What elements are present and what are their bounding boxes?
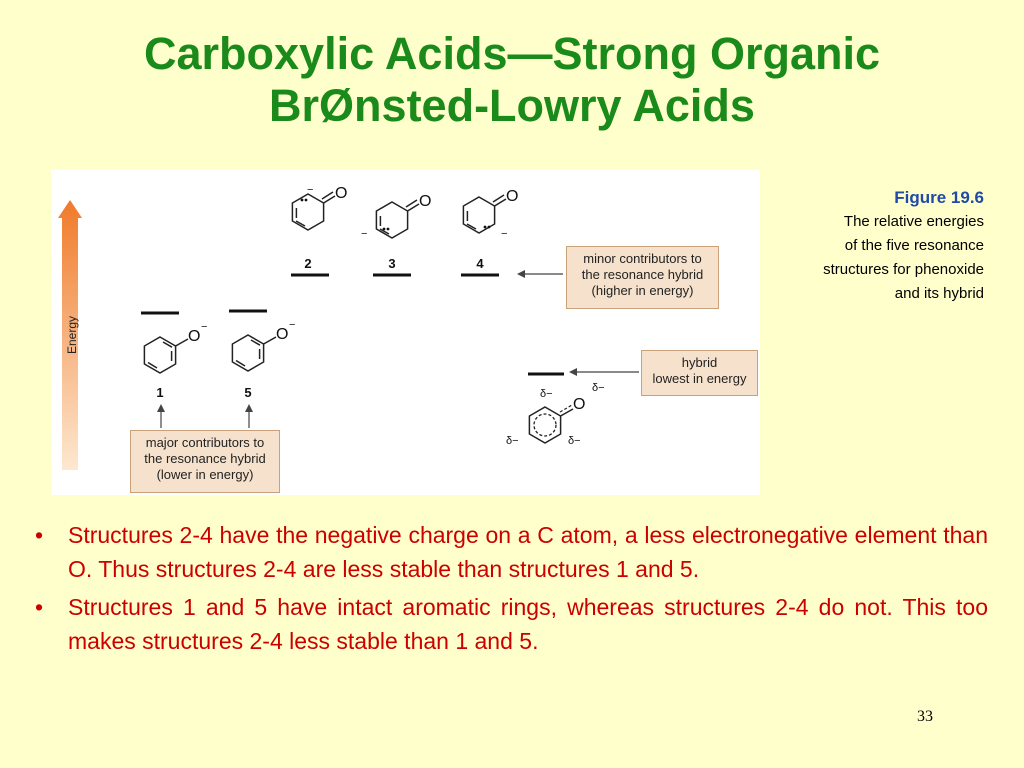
minor-contributors-box — [566, 246, 719, 309]
structure-number-2: 2 — [304, 256, 312, 271]
caption-line-1: The relative energies — [843, 213, 984, 230]
oxygen-label-4: O — [506, 188, 519, 205]
figure-caption — [744, 186, 984, 306]
structure-number-4: 4 — [476, 256, 484, 271]
structure-number-1: 1 — [156, 385, 164, 400]
structure-hybrid — [529, 405, 573, 443]
bullet-marker: • — [35, 594, 44, 620]
slide-title — [0, 28, 1024, 132]
bullet-text-1: Structures 2-4 have the negative charge on a C atom, a less electronegative element than O. Thus structures 2-4 are less stable than structures 1 and 5. — [68, 522, 988, 582]
major-box-line-3: (lower in energy) — [156, 467, 254, 482]
caption-line-2: of the five resonance — [844, 237, 984, 254]
bullet-text-2: Structures 1 and 5 have intact aromatic rings, whereas structures 2-4 do not. This too makes structures 2-4 less stable than 1 and 5. — [68, 594, 988, 654]
partial-charge-o: δ− — [592, 382, 605, 394]
structure-5 — [232, 335, 276, 371]
oxygen-label-5: O — [276, 326, 289, 343]
caption-line-3: structures for phenoxide — [823, 261, 984, 278]
partial-charge-right: δ− — [568, 435, 581, 447]
charge-label-2: − — [307, 184, 314, 196]
oxygen-label-3: O — [419, 193, 432, 210]
partial-charge-top: δ− — [540, 388, 553, 400]
charge-label-1: − — [201, 321, 208, 333]
hybrid-box-line-2: lowest in energy — [652, 371, 747, 386]
minor-box-line-1: minor contributors to — [583, 251, 702, 266]
page-number: 33 — [917, 708, 933, 725]
structure-4 — [463, 195, 506, 233]
partial-charge-left: δ− — [506, 435, 519, 447]
oxygen-label-1: O — [188, 328, 201, 345]
hybrid-pointer-arrow — [569, 368, 639, 376]
major-box-line-2: the resonance hybrid — [144, 451, 266, 466]
structure-3 — [376, 200, 419, 238]
energy-axis-label: Energy — [65, 315, 79, 355]
oxygen-label-2: O — [335, 185, 348, 202]
caption-line-4: and its hybrid — [894, 285, 984, 302]
minor-pointer-arrow — [517, 270, 563, 278]
minor-box-line-3: (higher in energy) — [591, 283, 694, 298]
slide-title-line-1: Carboxylic Acids—Strong Organic — [144, 28, 880, 79]
structure-number-3: 3 — [388, 256, 396, 271]
bullet-item-2 — [35, 590, 988, 658]
structure-2 — [292, 192, 335, 230]
figure-label: Figure 19.6 — [894, 188, 984, 207]
major-contributors-box — [130, 430, 280, 493]
bullet-marker: • — [35, 522, 44, 548]
charge-label-4: − — [501, 228, 508, 240]
major-box-line-1: major contributors to — [145, 435, 265, 450]
minor-box-line-2: the resonance hybrid — [581, 267, 704, 282]
structure-number-5: 5 — [244, 385, 252, 400]
major-pointer-arrows — [157, 404, 253, 428]
structure-1 — [144, 337, 188, 373]
hybrid-box — [641, 350, 758, 396]
oxygen-label-hybrid: O — [573, 396, 586, 413]
charge-label-5: − — [289, 319, 296, 331]
bullet-item-1 — [35, 518, 988, 586]
slide-title-line-2: BrØnsted-Lowry Acids — [269, 80, 755, 131]
bullet-list — [35, 518, 988, 662]
hybrid-box-line-1: hybrid — [681, 355, 718, 370]
charge-label-3: − — [361, 228, 368, 240]
resonance-energy-figure — [51, 170, 760, 495]
